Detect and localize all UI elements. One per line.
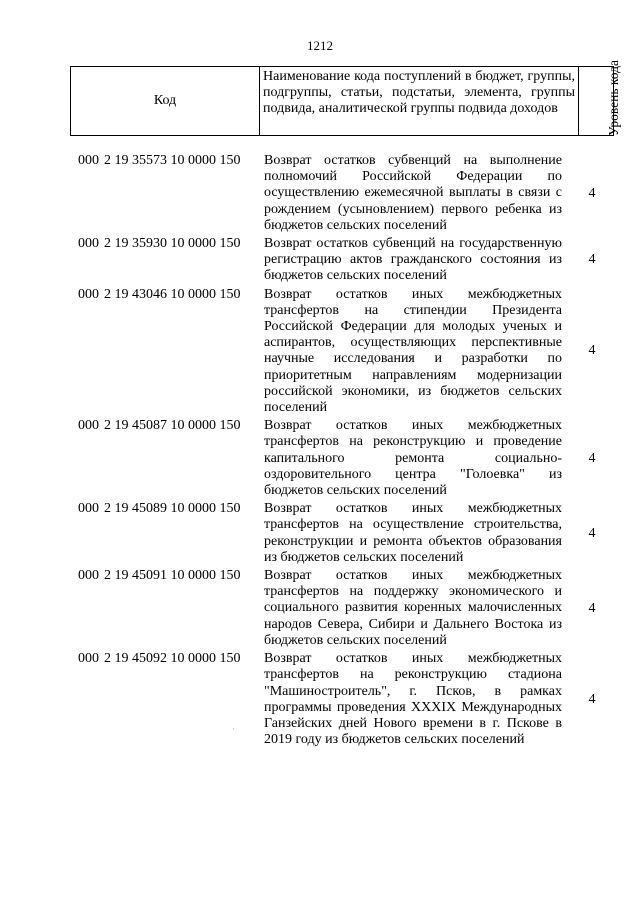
income-code: 2 19 45089 10 0000 150: [104, 501, 241, 517]
table-row: [70, 153, 614, 234]
income-name: Возврат остатков иных межбюджетных трансфертов на осуществление строительства, реконструкции и ремонта объектов образования из бюджетов сельских поселений: [264, 501, 562, 565]
admin-code: 000: [78, 501, 99, 517]
header-level: Уровень кода: [606, 59, 621, 136]
table-row: [70, 651, 614, 748]
header-name: Наименование кода поступлений в бюджет, группы, подгруппы, статьи, подстатьи, элемента, группы подвида, аналитической группы подвида доходов: [260, 67, 579, 136]
income-code: 2 19 45087 10 0000 150: [104, 418, 241, 434]
table-row: [70, 568, 614, 649]
code-level: 4: [588, 343, 596, 359]
income-code: 2 19 43046 10 0000 150: [104, 286, 241, 302]
table-body: [70, 153, 614, 750]
admin-code: 000: [78, 286, 99, 302]
income-code: 2 19 35930 10 0000 150: [104, 236, 241, 252]
page-number: 1212: [307, 38, 333, 53]
scan-dot: ·: [232, 725, 235, 734]
code-level: 4: [588, 525, 596, 541]
income-name: Возврат остатков иных межбюджетных трансфертов на реконструкцию стадиона "Машиностроитель", г. Псков, в рамках программы проведения XXXIX Международных Ганзейских дней Нового времени в г. Пскове в 2019 году из бюджетов сельских поселений: [264, 651, 562, 748]
code-level: 4: [588, 450, 596, 466]
admin-code: 000: [78, 651, 99, 667]
income-code: 2 19 45091 10 0000 150: [104, 568, 241, 584]
income-name: Возврат остатков субвенций на государственную регистрацию актов гражданского состояния из бюджетов сельских поселений: [264, 236, 562, 284]
header-code: Код: [71, 67, 260, 136]
code-level: 4: [588, 252, 596, 268]
code-level: 4: [588, 600, 596, 616]
income-name: Возврат остатков субвенций на выполнение полномочий Российской Федерации по осуществлению ежемесячной выплаты в связи с рождением (усыновлением) первого ребенка из бюджетов сельских поселений: [264, 153, 562, 233]
table-header: [70, 59, 621, 136]
income-name: Возврат остатков иных межбюджетных трансфертов на реконструкцию и проведение капитального ремонта социально-оздоровительного центра "Голоевка" из бюджетов сельских поселений: [264, 418, 562, 499]
header-level-cell: [579, 59, 621, 136]
table-row: [70, 236, 614, 285]
income-code: 2 19 35573 10 0000 150: [104, 153, 241, 168]
code-level: 4: [588, 691, 596, 707]
admin-code: 000: [78, 568, 99, 584]
income-code: 2 19 45092 10 0000 150: [104, 651, 241, 667]
admin-code: 000: [78, 418, 99, 434]
income-name: Возврат остатков иных межбюджетных трансфертов на стипендии Президента Российской Федерации для молодых ученых и аспирантов, осуществляющих перспективные научные исследования и разработки по приоритетным направлениям модернизации российской экономики, из бюджетов сельских поселений: [264, 286, 562, 416]
table-row: [70, 418, 614, 499]
admin-code: 000: [78, 153, 99, 168]
income-name: Возврат остатков иных межбюджетных трансфертов на поддержку экономического и социального развития коренных малочисленных народов Севера, Сибири и Дальнего Востока из бюджетов сельских поселений: [264, 568, 562, 648]
table-row: [70, 501, 614, 566]
admin-code: 000: [78, 236, 99, 252]
table-row: [70, 287, 614, 417]
code-level: 4: [588, 185, 596, 201]
